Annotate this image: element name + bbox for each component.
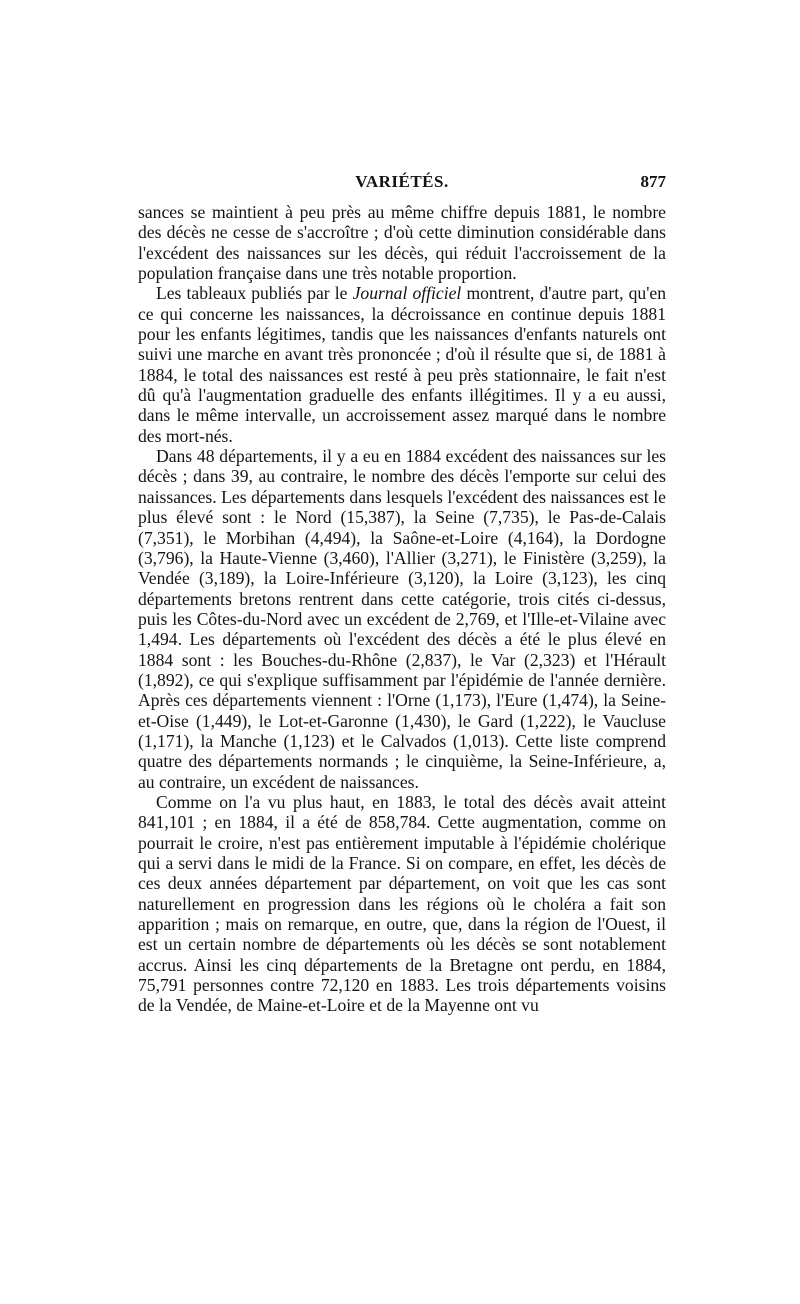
paragraph-2-text-after: montrent, d'autre part, qu'en ce qui concerne les naissances, la décroissance en continue depuis 1881 pour les enfants légitimes, tandis que les naissances d'enfants naturels ont suivi une marche en avant très prononcée ; d'où il résulte que si, de 1881 à 1884, le total des naissances est resté à peu près stationnaire, le fait n'est dû qu'à l'augmentation graduelle des enfants illégitimes. Il y a eu aussi, dans le même intervalle, un accroissement assez marqué dans le nombre des mort-nés. <box>138 283 666 446</box>
paragraph-3: Dans 48 départements, il y a eu en 1884 excédent des naissances sur les décès ; dans 39, au contraire, le nombre des décès l'emporte sur celui des naissances. Les départements dans lesquels l'excédent des naissances est le plus élevé sont : le Nord (15,387), la Seine (7,735), le Pas-de-Calais (7,351), le Morbihan (4,494), la Saône-et-Loire (4,164), la Dordogne (3,796), la Haute-Vienne (3,460), l'Allier (3,271), le Finistère (3,259), la Vendée (3,189), la Loire-Inférieure (3,120), la Loire (3,123), les cinq départements bretons rentrent dans cette catégorie, trois cités ci-dessus, puis les Côtes-du-Nord avec un excédent de 2,769, et l'Ille-et-Vilaine avec 1,494. Les départements où l'excédent des décès a été le plus élevé en 1884 sont : les Bouches-du-Rhône (2,837), le Var (2,323) et l'Hérault (1,892), ce qui s'explique suffisamment par l'épidémie de l'année dernière. Après ces départements viennent : l'Orne (1,173), l'Eure (1,474), la Seine-et-Oise (1,449), le Lot-et-Garonne (1,430), le Gard (1,222), le Vaucluse (1,171), la Manche (1,123) et le Calvados (1,013). Cette liste comprend quatre des départements normands ; le cinquième, la Seine-Inférieure, a, au contraire, un excédent de naissances. <box>138 446 666 792</box>
book-page <box>138 172 666 1016</box>
paragraph-1: sances se maintient à peu près au même chiffre depuis 1881, le nombre des décès ne cesse de s'accroître ; d'où cette diminution considérable dans l'excédent des naissances sur les décès, qui réduit l'accroissement de la population française dans une très notable proportion. <box>138 202 666 284</box>
journal-title-italic: Journal officiel <box>352 283 462 304</box>
paragraph-2-text-before: Les tableaux publiés par le <box>156 283 353 304</box>
running-title: VARIÉTÉS. <box>355 172 449 191</box>
running-head <box>138 172 666 200</box>
page-number: 877 <box>640 172 666 191</box>
paragraph-4: Comme on l'a vu plus haut, en 1883, le total des décès avait atteint 841,101 ; en 1884, il a été de 858,784. Cette augmentation, comme on pourrait le croire, n'est pas entièrement imputable à l'épidémie cholérique qui a servi dans le midi de la France. Si on compare, en effet, les décès de ces deux années département par département, on voit que les cas sont naturellement en progression dans les régions où le choléra a fait son apparition ; mais on remarque, en outre, que, dans la région de l'Ouest, il est un certain nombre de départements où les décès se sont notablement accrus. Ainsi les cinq départements de la Bretagne ont perdu, en 1884, 75,791 personnes contre 72,120 en 1883. Les trois départements voisins de la Vendée, de Maine-et-Loire et de la Mayenne ont vu <box>138 791 666 1016</box>
paragraph-2 <box>138 283 666 446</box>
